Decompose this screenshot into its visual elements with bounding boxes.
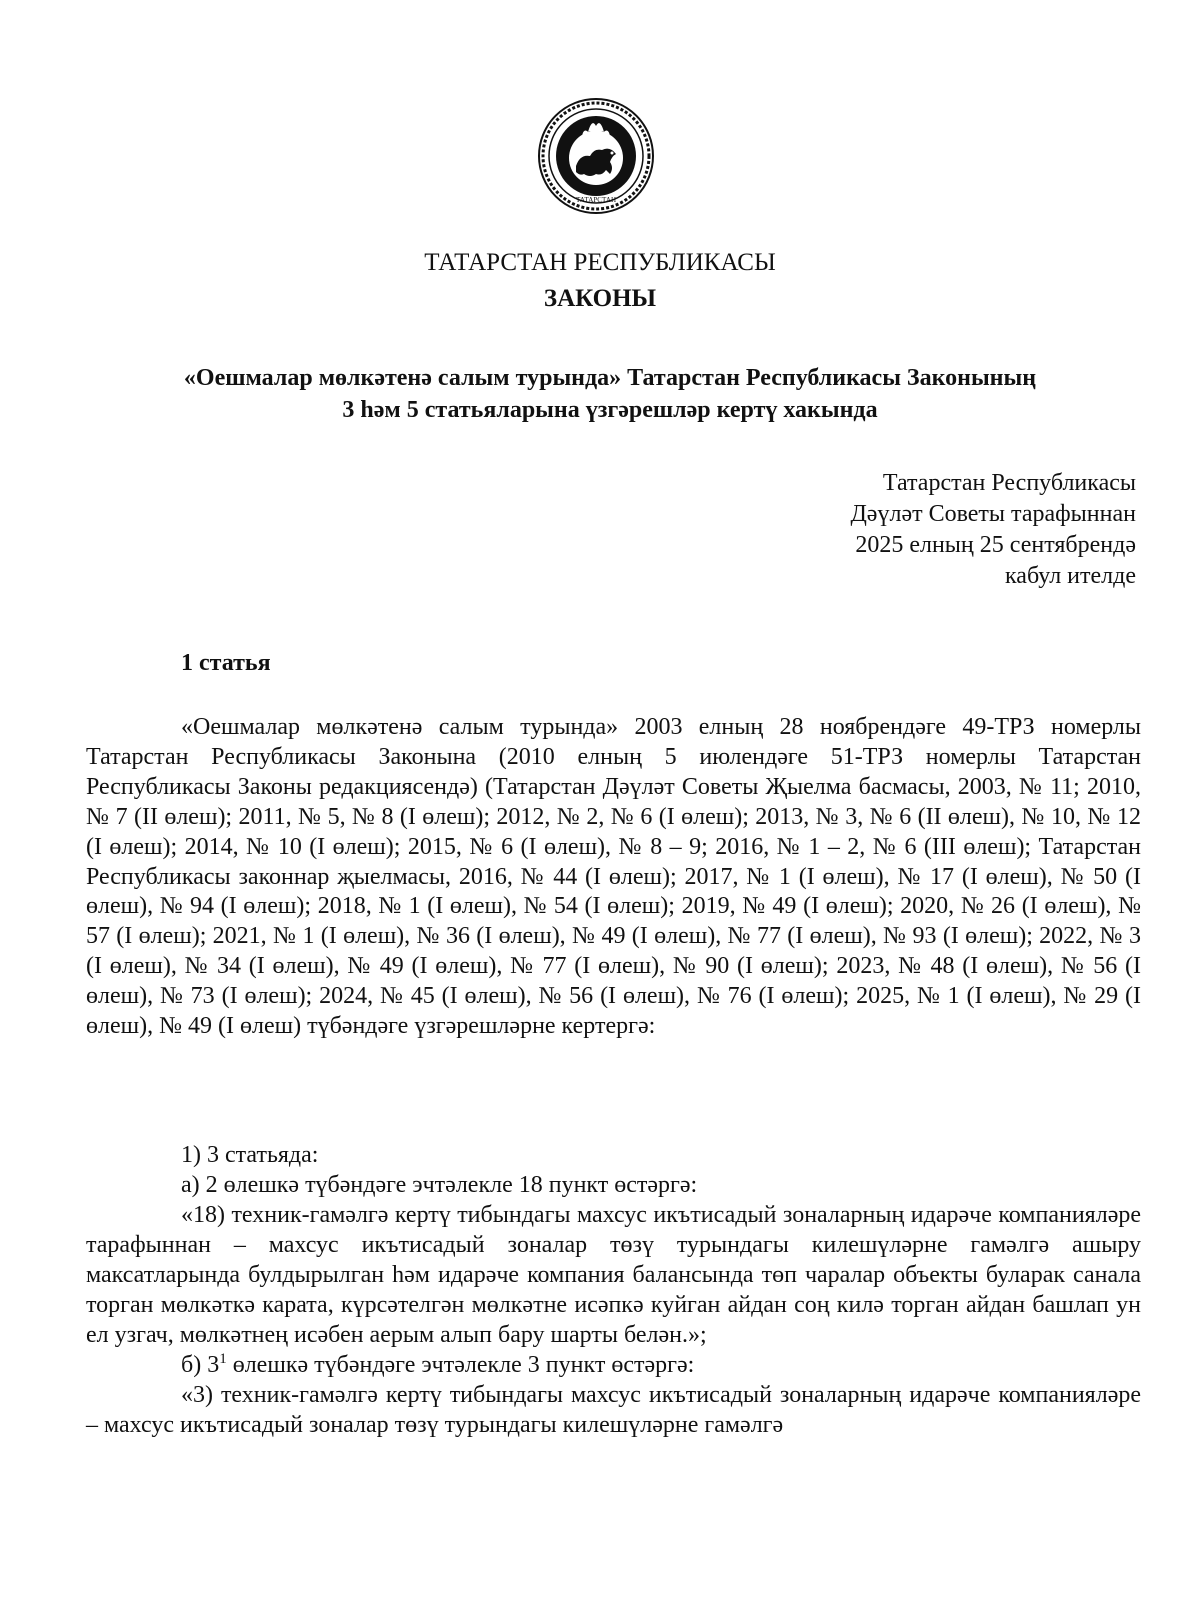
adoption-note [850, 468, 1136, 592]
adoption-line-1: Татарстан Республикасы [882, 470, 1136, 496]
adoption-line-3: 2025 елның 25 сентябрендә [855, 532, 1136, 558]
article-1-items [86, 1140, 1141, 1440]
article-1-heading: 1 статья [181, 650, 271, 676]
coat-of-arms-emblem [536, 96, 656, 216]
item-1b-text: «3) техник-гамәлгә кертү тибындагы махсус икътисадый зоналарның идарәче компанияләре – махсус икътисадый зоналар төзү турындагы килешүләрне гамәлгә [86, 1382, 1141, 1438]
article-1-paragraph: «Оешмалар мөлкәтенә салым турында» 2003 елның 28 ноябрендәге 49-ТРЗ номерлы Татарстан Республикасы Законына (2010 елның 5 июлендәге 51-ТРЗ номерлы Татарстан Республикасы Законы редакциясендә) (Татарстан Дәүләт Советы Җыелма басмасы, 2003, № 11; 2010, № 7 (II өлеш); 2011, № 5, № 8 (I өлеш); 2012, № 2, № 6 (I өлеш); 2013, № 3, № 6 (II өлеш), № 10, № 12 (I өлеш); 2014, № 10 (I өлеш); 2015, № 6 (I өлеш), № 8 – 9; 2016, № 1 – 2, № 6 (III өлеш); Татарстан Республикасы законнар җыелмасы, 2016, № 44 (I өлеш); 2017, № 1 (I өлеш), № 17 (I өлеш), № 50 (I өлеш), № 94 (I өлеш); 2018, № 1 (I өлеш), № 54 (I өлеш); 2019, № 49 (I өлеш); 2020, № 26 (I өлеш), № 57 (I өлеш); 2021, № 1 (I өлеш), № 36 (I өлеш), № 49 (I өлеш), № 77 (I өлеш), № 93 (I өлеш); 2022, № 3 (I өлеш), № 34 (I өлеш), № 49 (I өлеш), № 77 (I өлеш), № 90 (I өлеш); 2023, № 48 (I өлеш), № 56 (I өлеш), № 73 (I өлеш); 2024, № 45 (I өлеш), № 56 (I өлеш), № 76 (I өлеш); 2025, № 1 (I өлеш), № 29 (I өлеш), № 49 (I өлеш) түбәндәге үзгәрешләрне кертергә: [86, 714, 1141, 1040]
item-1b-prefix: б) 3 [181, 1352, 220, 1378]
item-1: 1) 3 статьяда: [181, 1142, 319, 1168]
republic-name: ТАТАРСТАН РЕСПУБЛИКАСЫ [424, 249, 776, 276]
item-1a: а) 2 өлешкә түбәндәге эчтәлекле 18 пункт өстәргә: [181, 1172, 698, 1198]
emblem-caption: ТАТАРСТАН [575, 196, 617, 204]
item-1b [86, 1350, 1141, 1380]
coat-of-arms-icon [536, 96, 656, 216]
adoption-line-4: кабул ителде [1005, 563, 1136, 589]
item-1b-suffix: өлешкә түбәндәге эчтәлекле 3 пункт өстәргә: [226, 1352, 695, 1378]
item-1b-superscript: 1 [219, 1351, 227, 1367]
document-header [0, 245, 1200, 317]
adoption-line-2: Дәүләт Советы тарафыннан [850, 501, 1136, 527]
law-title-line-2: 3 һәм 5 статьяларына үзгәрешләр кертү хакында [342, 397, 878, 423]
item-1a-text: «18) техник-гамәлгә кертү тибындагы махсус икътисадый зоналарның идарәче компанияләре тарафыннан – махсус икътисадый зоналар төзү турындагы килешүләрне гамәлгә ашыру максатларында булдырылган һәм идарәче компания балансында төп чаралар объекты буларак санала торган мөлкәткә карата, күрсәтелгән мөлкәтне исәпкә куйган айдан соң килә торган айдан башлап ун ел узгач, мөлкәтнең исәбен аерым алып бару шарты белән.»; [86, 1202, 1141, 1348]
law-title-line-1: «Оешмалар мөлкәтенә салым турында» Татарстан Республикасы Законының [183, 365, 1037, 391]
law-label: ЗАКОНЫ [543, 285, 657, 312]
law-title [80, 362, 1140, 426]
